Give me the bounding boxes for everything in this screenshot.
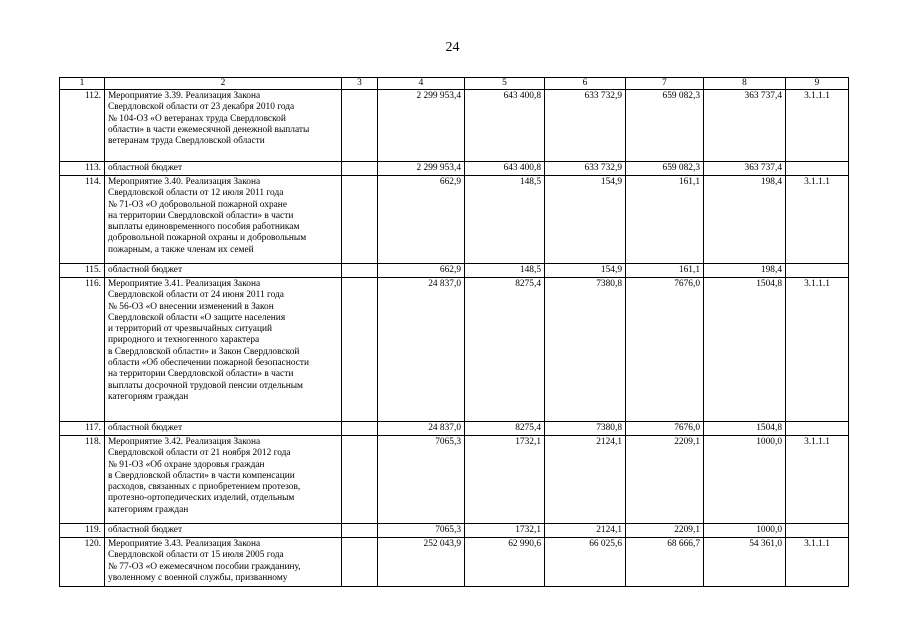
row-year-3: 68 666,7 xyxy=(626,538,704,587)
row-description: Мероприятие 3.40. Реализация Закона Свердловской области от 12 июля 2011 года № 71-ОЗ «О добровольной пожарной охране на территории Свердловской области» в части выплаты единовременного пособия работникам добровольной пожарной охраны и добровольным пожарным, а также членам их семей xyxy=(105,176,342,264)
row-description: областной бюджет xyxy=(105,524,342,538)
row-total: 24 837,0 xyxy=(378,422,465,436)
column-header: 1 xyxy=(60,78,105,90)
table-header-row xyxy=(60,78,849,90)
row-target-code xyxy=(786,264,849,278)
row-year-1: 148,5 xyxy=(465,176,545,264)
table-row xyxy=(60,422,849,436)
row-year-3: 7676,0 xyxy=(626,278,704,422)
row-target-code: 3.1.1.1 xyxy=(786,176,849,264)
row-number: 119. xyxy=(60,524,105,538)
row-number: 120. xyxy=(60,538,105,587)
row-total: 24 837,0 xyxy=(378,278,465,422)
column-header: 7 xyxy=(626,78,704,90)
table-row xyxy=(60,436,849,524)
row-col3 xyxy=(342,278,378,422)
row-year-4: 363 737,4 xyxy=(704,162,786,176)
row-year-3: 659 082,3 xyxy=(626,162,704,176)
row-year-2: 7380,8 xyxy=(545,422,626,436)
table-row xyxy=(60,264,849,278)
row-year-1: 643 400,8 xyxy=(465,90,545,162)
row-target-code xyxy=(786,162,849,176)
row-year-4: 1000,0 xyxy=(704,524,786,538)
row-year-3: 161,1 xyxy=(626,176,704,264)
row-description: областной бюджет xyxy=(105,422,342,436)
row-year-3: 659 082,3 xyxy=(626,90,704,162)
row-total: 7065,3 xyxy=(378,436,465,524)
row-total: 7065,3 xyxy=(378,524,465,538)
row-description: Мероприятие 3.43. Реализация Закона Свердловской области от 15 июля 2005 года № 77-ОЗ «О ежемесячном пособии гражданину, уволенному с военной службы, призванному xyxy=(105,538,342,587)
row-target-code xyxy=(786,524,849,538)
column-header: 4 xyxy=(378,78,465,90)
row-year-1: 8275,4 xyxy=(465,278,545,422)
row-year-4: 1000,0 xyxy=(704,436,786,524)
row-description: Мероприятие 3.41. Реализация Закона Свердловской области от 24 июня 2011 года № 56-ОЗ «О внесении изменений в Закон Свердловской области «О защите населения и территорий от чрезвычайных ситуаций природного и техногенного характера в Свердловской области» и Закон Свердловской области «Об обеспечении пожарной безопасности на территории Свердловской области» в части выплаты досрочной трудовой пенсии отдельным категориям граждан xyxy=(105,278,342,422)
row-year-3: 161,1 xyxy=(626,264,704,278)
row-total: 662,9 xyxy=(378,264,465,278)
column-header: 8 xyxy=(704,78,786,90)
row-year-2: 2124,1 xyxy=(545,524,626,538)
page-number: 24 xyxy=(445,40,460,55)
row-year-1: 62 990,6 xyxy=(465,538,545,587)
row-number: 115. xyxy=(60,264,105,278)
column-header: 5 xyxy=(465,78,545,90)
row-year-1: 643 400,8 xyxy=(465,162,545,176)
row-total: 662,9 xyxy=(378,176,465,264)
table-row xyxy=(60,524,849,538)
row-year-1: 1732,1 xyxy=(465,524,545,538)
row-year-2: 2124,1 xyxy=(545,436,626,524)
row-number: 112. xyxy=(60,90,105,162)
row-year-4: 54 361,0 xyxy=(704,538,786,587)
row-col3 xyxy=(342,538,378,587)
row-year-3: 7676,0 xyxy=(626,422,704,436)
table-row xyxy=(60,176,849,264)
row-year-2: 7380,8 xyxy=(545,278,626,422)
program-table xyxy=(59,77,849,587)
row-col3 xyxy=(342,90,378,162)
row-description: областной бюджет xyxy=(105,264,342,278)
row-year-4: 1504,8 xyxy=(704,422,786,436)
column-header: 9 xyxy=(786,78,849,90)
row-year-4: 198,4 xyxy=(704,264,786,278)
row-total: 2 299 953,4 xyxy=(378,90,465,162)
row-year-1: 148,5 xyxy=(465,264,545,278)
row-year-2: 633 732,9 xyxy=(545,90,626,162)
row-target-code: 3.1.1.1 xyxy=(786,90,849,162)
table-row xyxy=(60,278,849,422)
row-year-2: 633 732,9 xyxy=(545,162,626,176)
row-col3 xyxy=(342,524,378,538)
row-year-1: 8275,4 xyxy=(465,422,545,436)
column-header: 6 xyxy=(545,78,626,90)
row-year-3: 2209,1 xyxy=(626,524,704,538)
row-col3 xyxy=(342,162,378,176)
column-header: 2 xyxy=(105,78,342,90)
column-header: 3 xyxy=(342,78,378,90)
row-year-4: 363 737,4 xyxy=(704,90,786,162)
row-description: областной бюджет xyxy=(105,162,342,176)
row-description: Мероприятие 3.39. Реализация Закона Свердловской области от 23 декабря 2010 года № 104-ОЗ «О ветеранах труда Свердловской области» в части ежемесячной денежной выплаты ветеранам труда Свердловской области xyxy=(105,90,342,162)
row-target-code: 3.1.1.1 xyxy=(786,436,849,524)
row-col3 xyxy=(342,264,378,278)
row-year-4: 198,4 xyxy=(704,176,786,264)
row-number: 118. xyxy=(60,436,105,524)
row-total: 252 043,9 xyxy=(378,538,465,587)
row-target-code xyxy=(786,422,849,436)
table-row xyxy=(60,162,849,176)
row-year-2: 154,9 xyxy=(545,264,626,278)
row-col3 xyxy=(342,422,378,436)
table-row xyxy=(60,90,849,162)
row-year-2: 154,9 xyxy=(545,176,626,264)
row-year-1: 1732,1 xyxy=(465,436,545,524)
row-year-4: 1504,8 xyxy=(704,278,786,422)
row-target-code: 3.1.1.1 xyxy=(786,278,849,422)
row-col3 xyxy=(342,436,378,524)
row-total: 2 299 953,4 xyxy=(378,162,465,176)
row-number: 113. xyxy=(60,162,105,176)
table-row xyxy=(60,538,849,587)
row-number: 116. xyxy=(60,278,105,422)
row-year-3: 2209,1 xyxy=(626,436,704,524)
row-col3 xyxy=(342,176,378,264)
row-year-2: 66 025,6 xyxy=(545,538,626,587)
row-target-code: 3.1.1.1 xyxy=(786,538,849,587)
row-number: 117. xyxy=(60,422,105,436)
row-description: Мероприятие 3.42. Реализация Закона Свердловской области от 21 ноября 2012 года № 91-ОЗ «Об охране здоровья граждан в Свердловской области» в части компенсации расходов, связанных с приобретением протезов, протезно-ортопедических изделий, отдельным категориям граждан xyxy=(105,436,342,524)
row-number: 114. xyxy=(60,176,105,264)
